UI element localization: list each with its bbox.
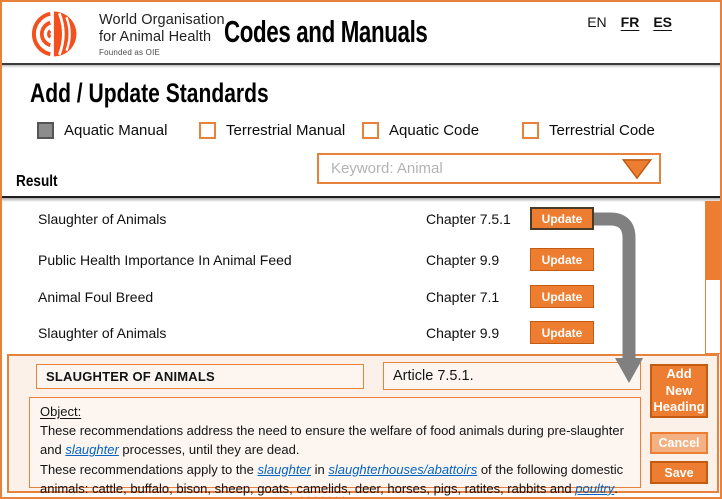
paragraph-text: of the following domestic animals: cattle, buffalo, bison, sheep, goats, bbox=[40, 461, 624, 496]
update-button[interactable]: Update bbox=[530, 248, 594, 271]
paragraph-text: These recommendations address the need to ensure the welfare of food animals during pre-slaughter and bbox=[40, 423, 624, 458]
language-option-en[interactable]: EN bbox=[587, 14, 607, 30]
object-paragraph bbox=[40, 460, 630, 498]
update-button[interactable]: Update bbox=[530, 321, 594, 344]
checkbox-icon[interactable] bbox=[199, 122, 216, 139]
page-title: Codes and Manuals bbox=[224, 14, 428, 49]
paragraph-text: . bbox=[614, 480, 618, 496]
checkbox-icon[interactable] bbox=[522, 122, 539, 139]
result-row bbox=[2, 207, 720, 231]
result-title: Slaughter of Animals bbox=[38, 325, 167, 341]
editor-buttons bbox=[650, 356, 710, 491]
result-chapter: Chapter 7.1 bbox=[426, 289, 500, 305]
keyword-dropdown[interactable] bbox=[317, 153, 661, 184]
checkbox-icon[interactable] bbox=[362, 122, 379, 139]
update-button[interactable]: Update bbox=[530, 207, 594, 230]
language-switcher bbox=[587, 14, 672, 30]
add-new-heading-button[interactable]: Add New Heading bbox=[650, 364, 708, 418]
article-number-input[interactable] bbox=[383, 362, 641, 390]
result-row bbox=[2, 248, 720, 272]
filter-label: Aquatic Manual bbox=[64, 122, 168, 139]
glossary-term-link[interactable]: slaughterhouses/abattoirs bbox=[328, 461, 478, 477]
result-title: Slaughter of Animals bbox=[38, 211, 167, 227]
filter-label: Terrestrial Code bbox=[549, 122, 655, 139]
result-chapter: Chapter 9.9 bbox=[426, 325, 500, 341]
paragraph-text: , deer, horses, pigs, ratites, rabbits and bbox=[347, 480, 576, 496]
result-divider bbox=[2, 196, 720, 198]
glossary-term-link[interactable]: slaughter bbox=[65, 442, 119, 458]
results-scrollbar-thumb[interactable] bbox=[706, 201, 720, 280]
header bbox=[2, 2, 720, 64]
logo-line-2: for Animal Health bbox=[99, 29, 212, 46]
result-title: Animal Foul Breed bbox=[38, 289, 154, 305]
section-title: Add / Update Standards bbox=[30, 78, 269, 108]
result-label: Result bbox=[16, 173, 58, 190]
cancel-button[interactable]: Cancel bbox=[650, 432, 708, 454]
dropdown-caret-icon[interactable] bbox=[621, 158, 653, 180]
glossary-term-link[interactable]: slaughter bbox=[257, 461, 311, 477]
language-option-es[interactable]: ES bbox=[653, 14, 672, 30]
filter-aquatic-code[interactable] bbox=[362, 122, 479, 139]
logo-wordmark bbox=[99, 12, 225, 58]
heading-title-input[interactable] bbox=[36, 364, 364, 389]
logo-tagline: Founded as OIE bbox=[99, 48, 161, 58]
results-scrollbar-track[interactable] bbox=[705, 201, 721, 354]
object-text-editor[interactable] bbox=[29, 397, 641, 496]
misspelled-word: camelids bbox=[296, 480, 348, 496]
result-chapter: Chapter 9.9 bbox=[426, 252, 500, 268]
object-label: Object: bbox=[40, 404, 82, 419]
save-button[interactable]: Save bbox=[650, 461, 708, 484]
keyword-input[interactable] bbox=[319, 155, 621, 182]
glossary-term-link[interactable]: poultry bbox=[575, 480, 615, 496]
paragraph-text: in bbox=[311, 461, 329, 477]
standard-type-filters bbox=[2, 122, 720, 148]
filter-terrestrial-manual[interactable] bbox=[199, 122, 345, 139]
header-divider bbox=[2, 63, 720, 65]
filter-aquatic-manual[interactable] bbox=[37, 122, 167, 139]
result-row bbox=[2, 321, 720, 345]
object-paragraph bbox=[40, 421, 630, 459]
filter-label: Aquatic Code bbox=[389, 122, 480, 139]
standard-editor-panel bbox=[7, 354, 719, 496]
filter-label: Terrestrial Manual bbox=[226, 122, 346, 139]
paragraph-text: processes, until they are dead. bbox=[118, 442, 300, 458]
language-option-fr[interactable]: FR bbox=[620, 14, 640, 30]
logo-line-1: World Organisation bbox=[99, 12, 225, 28]
filter-terrestrial-code[interactable] bbox=[522, 122, 655, 139]
results-list bbox=[2, 202, 720, 354]
result-title: Public Health Importance In Animal Feed bbox=[38, 252, 292, 268]
result-chapter: Chapter 7.5.1 bbox=[426, 211, 511, 227]
woah-logo-icon bbox=[26, 7, 80, 61]
paragraph-text: These recommendations apply to the bbox=[40, 461, 258, 477]
checkbox-icon[interactable] bbox=[37, 122, 54, 139]
update-button[interactable]: Update bbox=[530, 285, 594, 308]
result-row bbox=[2, 285, 720, 309]
